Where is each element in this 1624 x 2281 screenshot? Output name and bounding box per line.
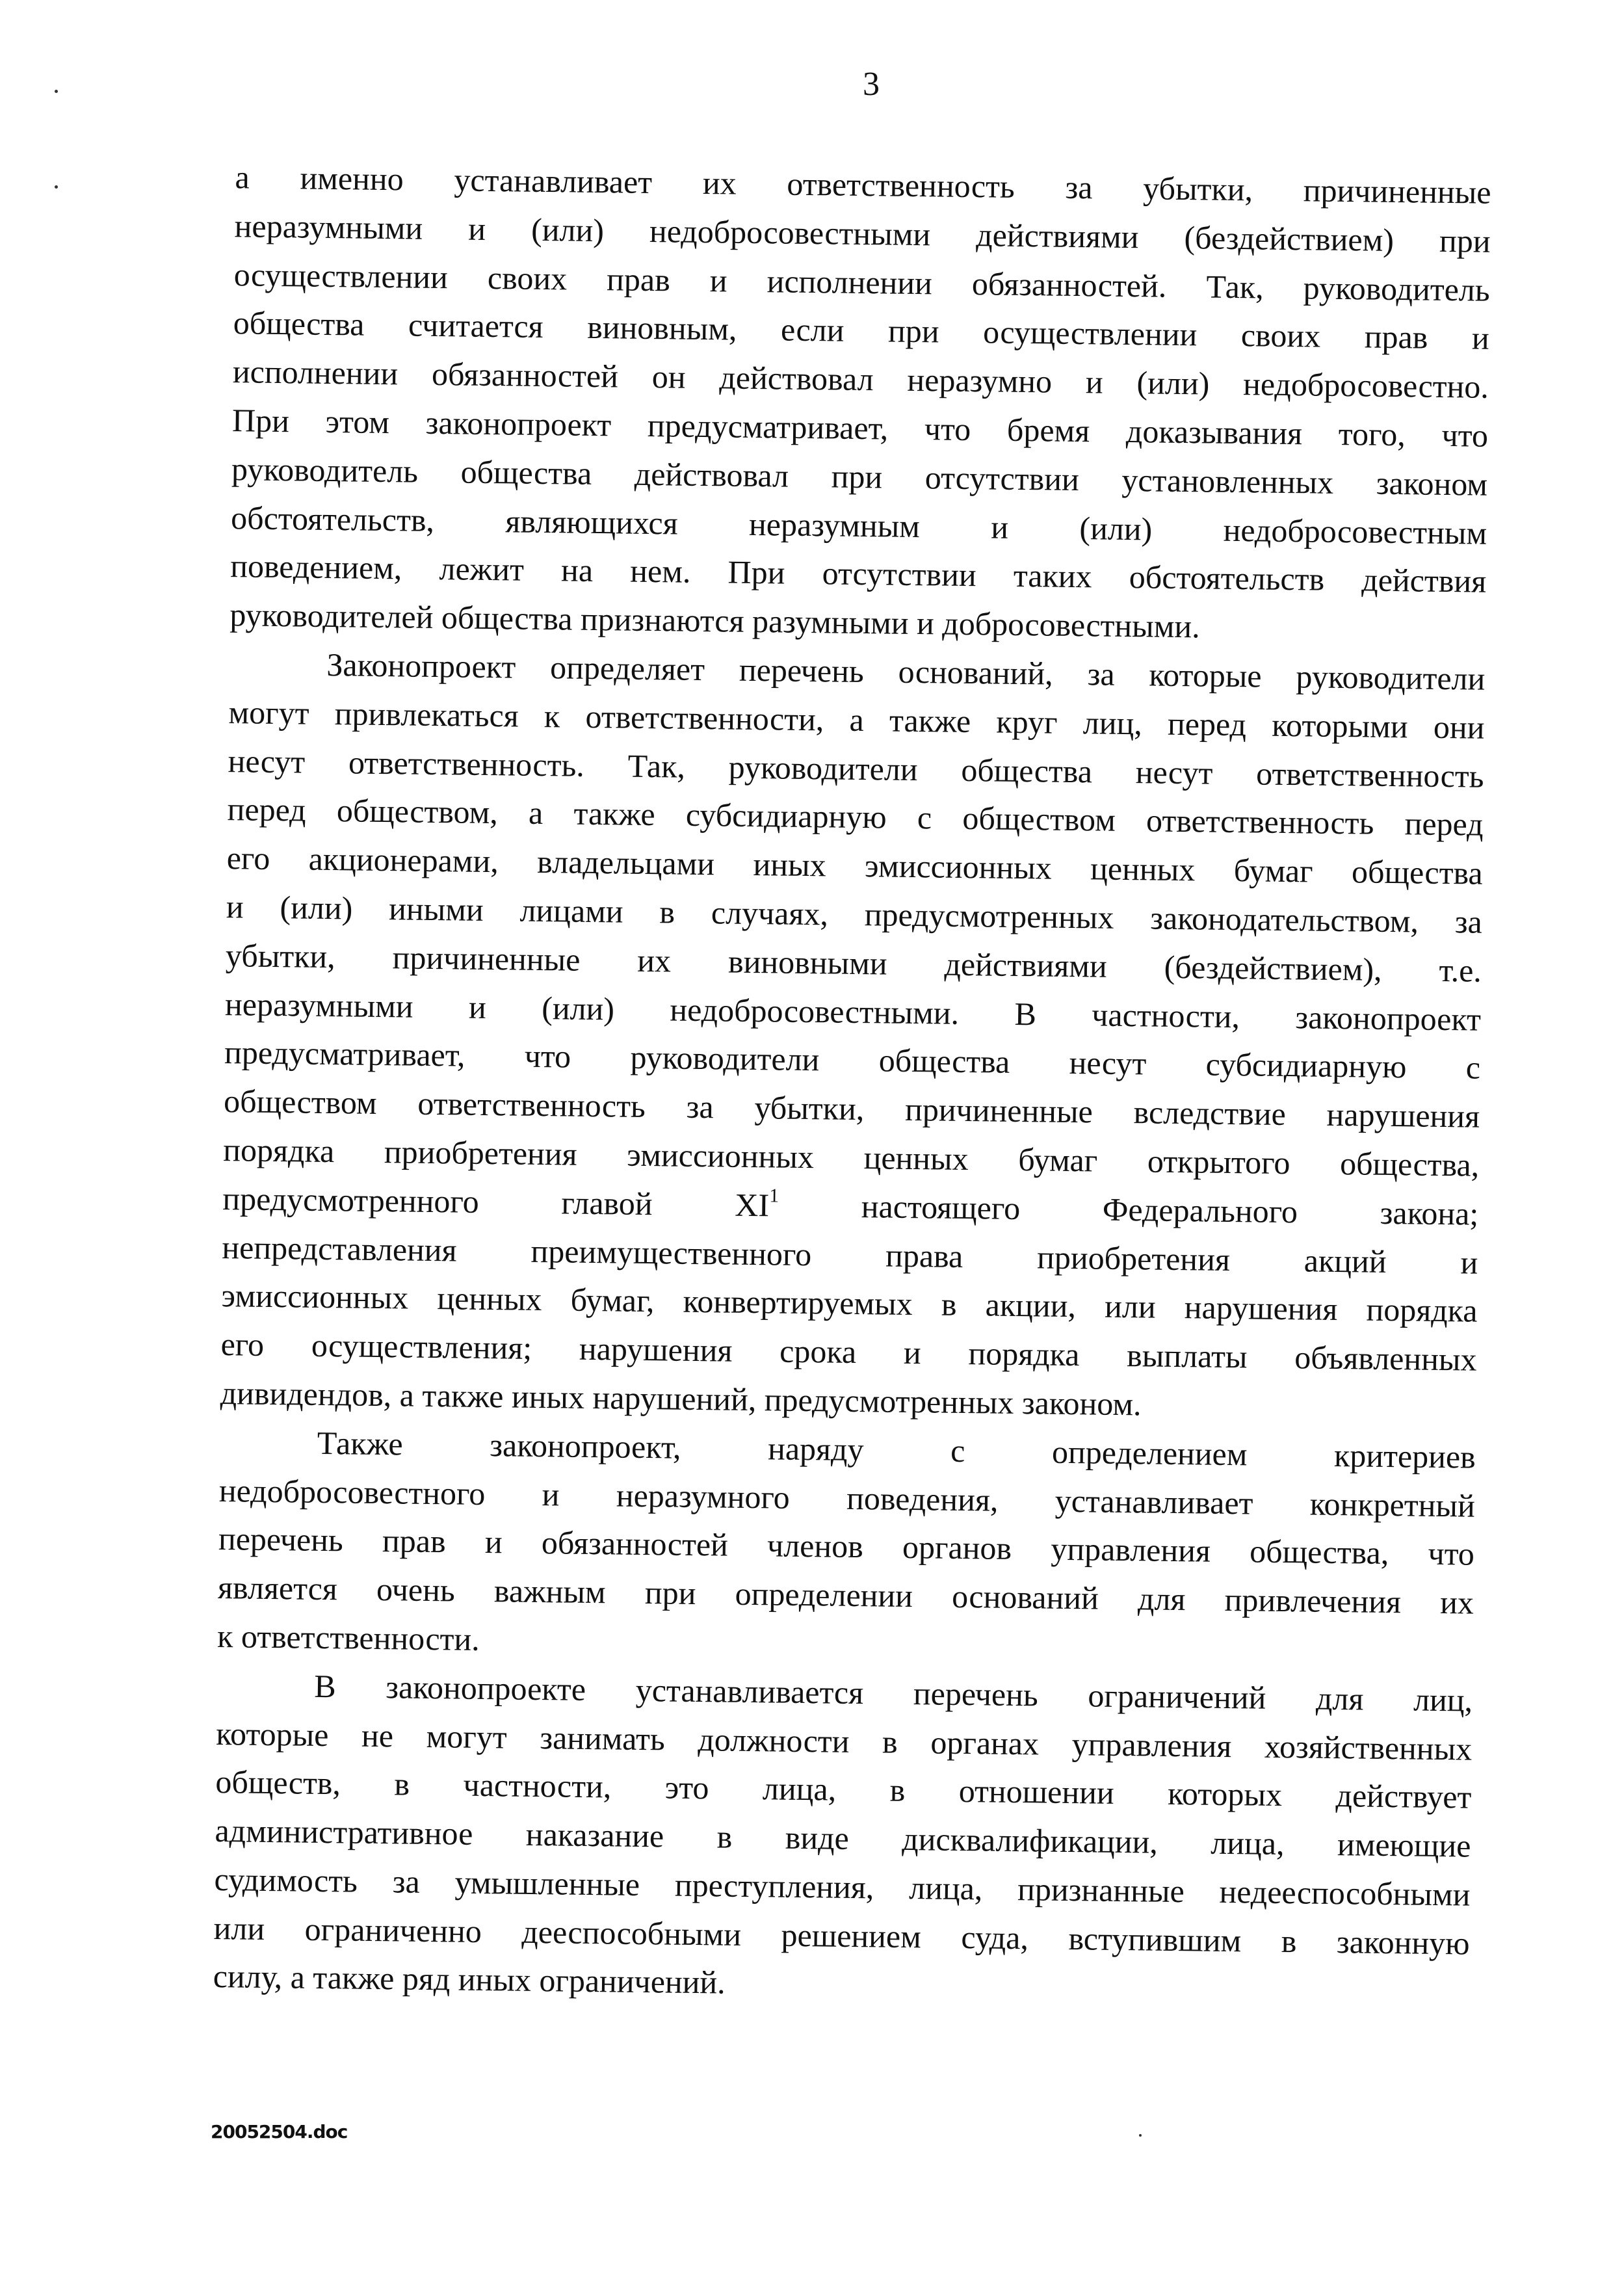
text-line: В законопроекте устанавливается перечень ограничений для лиц, [313,1667,1473,1719]
paragraph [213,1661,1473,2016]
text-line: или ограниченно дееспособными решением суда, вступившим в законную [213,1909,1470,1962]
text-line: и (или) иными лицами в случаях, предусмотренных законодательством, за [226,888,1483,940]
text-word: главой [561,1184,653,1222]
text-line: перечень прав и обязанностей членов органов управления общества, что [218,1520,1475,1572]
text-word: предусмотренного [222,1180,480,1220]
text-line: к ответственности. [216,1617,480,1657]
scan-speck [1139,2134,1142,2137]
text-line: непредставления преимущественного права приобретения акций и [222,1228,1478,1281]
text-line: обществ, в частности, это лица, в отношении которых действует [215,1763,1472,1815]
text-word: $XI^1$ [735,1185,779,1224]
text-line: силу, а также ряд иных ограничений. [213,1958,726,2001]
footer-filename: 20052504.doc [211,2121,348,2143]
text-line: убытки, причиненные их виновными действиями (бездействием), т.е. [225,936,1482,989]
paragraph [220,639,1485,1432]
paragraph [217,1417,1476,1676]
text-line: обществом ответственность за убытки, причиненные вследствие нарушения [223,1083,1480,1135]
text-line: руководителей общества признаются разумными и добросовестными. [229,596,1201,645]
scan-speck [55,185,58,189]
text-line: несут ответственность. Так, руководители общества несут ответственность [228,742,1484,795]
text-line: которые не могут занимать должности в органах управления хозяйственных [216,1715,1473,1767]
text-line: неразумными и (или) недобросовестными. В частности, законопроект [224,985,1482,1038]
page-number: 3 [863,66,880,103]
text-line: дивидендов, а также иных нарушений, предусмотренных законом. [220,1374,1142,1423]
text-line: его осуществления; нарушения срока и порядка выплаты объявленных [220,1326,1477,1378]
superscript: 1 [769,1185,779,1207]
text-line: При этом законопроект предусматривает, что бремя доказывания того, что [231,402,1489,454]
scan-speck [55,90,58,93]
text-line: неразумными и (или) недобросовестными действиями (бездействием) при [234,207,1491,259]
text-line: а именно устанавливает их ответственность за убытки, причиненные [235,159,1491,211]
text-line: перед обществом, а также субсидиарную с обществом ответственность перед [227,791,1484,843]
text-line: является очень важным при определении оснований для привлечения их [217,1569,1474,1621]
text-line: руководитель общества действовал при отсутствии установленных законом [231,450,1488,503]
text-line: обстоятельств, являющихся неразумным и (или) недобросовестным [230,499,1487,551]
text-word: закона; [1380,1194,1479,1232]
text-word: настоящего [861,1187,1021,1226]
text-line: его акционерами, владельцами иных эмиссионных ценных бумаг общества [226,839,1484,891]
text-line: судимость за умышленные преступления, лица, признанные недееспособными [214,1860,1471,1913]
text-line: эмиссионных ценных бумаг, конвертируемых в акции, или нарушения порядка [221,1277,1478,1329]
text-line: поведением, лежит на нем. При отсутствии таких обстоятельств действия [229,547,1487,600]
text-line: недобросовестного и неразумного поведения, устанавливает конкретный [218,1471,1476,1524]
paragraph [229,153,1491,655]
text-line: порядка приобретения эмиссионных ценных бумаг открытого общества, [223,1131,1480,1183]
text-line: Законопроект определяет перечень оснований, за которые руководители [326,646,1486,697]
text-line: исполнении обязанностей он действовал неразумно и (или) недобросовестно. [232,353,1489,405]
document-body [213,153,1491,2016]
text-line: административное наказание в виде дисквалификации, лица, имеющие [215,1812,1471,1864]
text-line: предусматривает, что руководители общества несут субсидиарную с [224,1034,1481,1087]
text-line: осуществлении своих прав и исполнении обязанностей. Так, руководитель [233,256,1490,308]
text-line: могут привлекаться к ответственности, а также круг лиц, перед которыми они [228,693,1485,746]
text-line: Также законопроект, наряду с определением критериев [317,1424,1476,1475]
text-word: Федерального [1102,1191,1298,1230]
text-line: общества считается виновным, если при осуществлении своих прав и [233,304,1490,357]
